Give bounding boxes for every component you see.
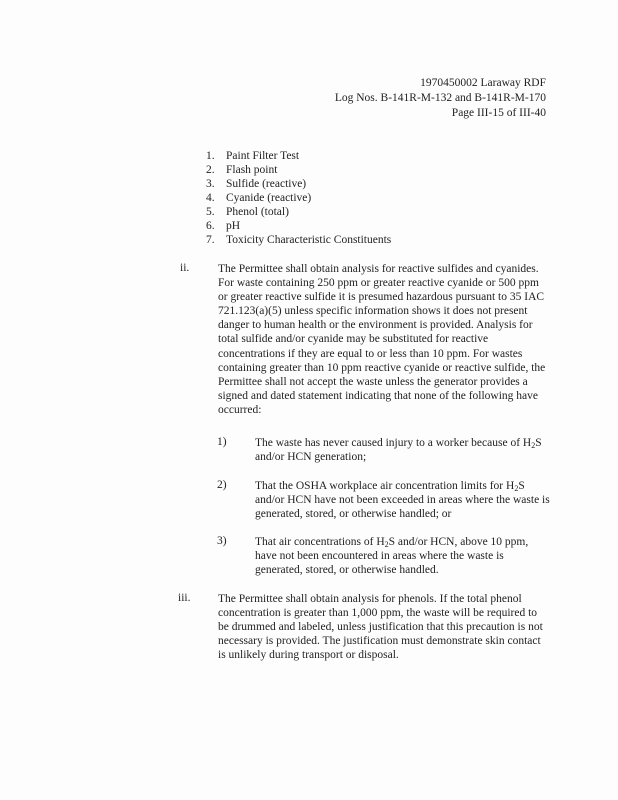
list-item-number: 1. bbox=[206, 150, 215, 162]
condition-2-text-start: That the OSHA workplace air concentration limits for H bbox=[255, 480, 515, 492]
list-item-label: Phenol (total) bbox=[226, 206, 289, 218]
condition-1-text bbox=[255, 436, 550, 464]
list-item-number: 7. bbox=[206, 234, 215, 246]
list-item-label: pH bbox=[226, 220, 241, 232]
list-item-label: Sulfide (reactive) bbox=[226, 178, 307, 190]
header-log-numbers: Log Nos. B-141R-M-132 and B-141R-M-170 bbox=[334, 92, 546, 104]
list-item bbox=[206, 219, 391, 233]
condition-3-text-end: S and/or HCN, above 10 ppm, have not been encountered in areas where the waste is generated, stored, or otherwise handled. bbox=[255, 536, 529, 577]
header-permit-id: 1970450002 Laraway RDF bbox=[420, 77, 546, 89]
paragraph-iii-marker: iii. bbox=[178, 592, 191, 604]
list-item-number: 3. bbox=[206, 178, 215, 190]
condition-3-text-start: That air concentrations of H bbox=[255, 536, 385, 548]
list-item-label: Flash point bbox=[226, 164, 278, 176]
condition-1-marker: 1) bbox=[217, 436, 227, 448]
page-header bbox=[335, 76, 546, 121]
list-item-label: Paint Filter Test bbox=[226, 150, 300, 162]
condition-3-marker: 3) bbox=[217, 535, 227, 547]
header-page-number: Page III-15 of III-40 bbox=[451, 107, 546, 119]
list-item bbox=[206, 163, 391, 177]
list-item bbox=[206, 233, 391, 247]
condition-1-subscript: 2 bbox=[531, 441, 536, 450]
list-item-number: 6. bbox=[206, 220, 215, 232]
list-item-number: 5. bbox=[206, 206, 215, 218]
condition-1-text-end: S and/or HCN generation; bbox=[255, 437, 542, 464]
paragraph-ii-text: The Permittee shall obtain analysis for reactive sulfides and cyanides. For waste containing 250 ppm or greater reactive cyanide or 500 ppm or greater reactive sulfide it is presumed hazardous pursuant to 35 IAC 721.123(a)(5) unless specific information shows it does not present danger to human health or the environment is provided. Analysis for total sulfide and/or cyanide may be substituted for reactive concentrations if they are equal to or less than 10 ppm. For wastes containing greater than 10 ppm reactive cyanide or reactive sulfide, the Permittee shall not accept the waste unless the generator provides a signed and dated statement indicating that none of the following have occurred: bbox=[218, 263, 546, 416]
test-list bbox=[206, 149, 391, 247]
condition-3-subscript: 2 bbox=[384, 540, 389, 549]
list-item bbox=[206, 205, 391, 219]
condition-2-text-end: S and/or HCN have not been exceeded in areas where the waste is generated, stored, or otherwise handled; or bbox=[255, 480, 550, 521]
list-item bbox=[206, 191, 391, 205]
condition-1-text-start: The waste has never caused injury to a worker because of H bbox=[255, 437, 532, 449]
list-item-label: Cyanide (reactive) bbox=[226, 192, 312, 204]
condition-2-text bbox=[255, 479, 550, 521]
condition-2-marker: 2) bbox=[217, 479, 227, 491]
list-item-number: 2. bbox=[206, 164, 215, 176]
paragraph-ii-marker: ii. bbox=[180, 262, 190, 274]
paragraph-iii-text: The Permittee shall obtain analysis for phenols. If the total phenol concentration is greater than 1,000 ppm, the waste will be required to be drummed and labeled, unless justification that this precaution is not necessary is provided. The justification must demonstrate skin contact is unlikely during transport or disposal. bbox=[218, 593, 543, 662]
condition-3-text bbox=[255, 535, 550, 577]
list-item-number: 4. bbox=[206, 192, 215, 204]
condition-2-subscript: 2 bbox=[514, 484, 519, 493]
list-item bbox=[206, 149, 391, 163]
list-item-label: Toxicity Characteristic Constituents bbox=[226, 234, 392, 246]
list-item bbox=[206, 177, 391, 191]
